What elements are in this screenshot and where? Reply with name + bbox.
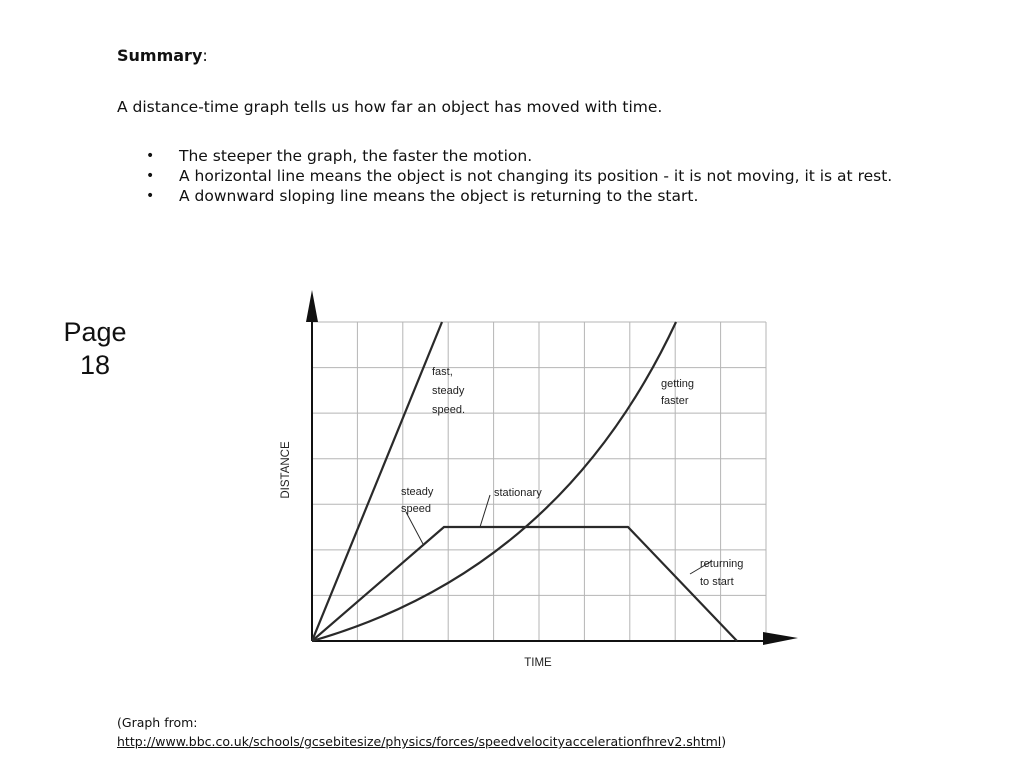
annotation-returning-line2: to start xyxy=(700,576,734,588)
bullet-text: The steeper the graph, the faster the motion. xyxy=(179,147,533,165)
annotation-fast-line3: speed. xyxy=(432,404,466,416)
x-axis-label: TIME xyxy=(524,657,552,669)
source-prefix: (Graph from: xyxy=(117,715,198,730)
annotation-steady-line1: steady xyxy=(401,486,434,498)
graph-grid xyxy=(312,322,766,641)
page-word: Page xyxy=(63,317,127,347)
annotation-fast-line2: steady xyxy=(432,385,465,397)
graph-source xyxy=(117,713,726,751)
stationary-leader xyxy=(480,495,490,527)
bullet-text: A horizontal line means the object is not changing its position - it is not moving, it is at rest. xyxy=(179,167,893,185)
source-url-row xyxy=(117,732,726,751)
annotation-returning-line1: returning xyxy=(700,558,744,570)
fast-steady-speed-line xyxy=(312,322,442,641)
bullet-text: A downward sloping line means the object is returning to the start. xyxy=(179,187,699,205)
annotation-getting-line2: faster xyxy=(661,395,689,407)
graph-axes xyxy=(306,290,798,645)
annotation-leaders xyxy=(406,495,712,574)
page-number: 18 xyxy=(79,350,111,380)
x-axis-arrow-icon xyxy=(763,632,798,645)
annotation-steady-line2: speed xyxy=(401,503,431,515)
steady-stationary-returning-line xyxy=(312,527,737,641)
annotation-fast-line1: fast, xyxy=(432,366,453,378)
steady-speed-leader xyxy=(406,512,423,544)
intro-paragraph: A distance-time graph tells us how far an object has moved with time. xyxy=(117,98,663,116)
summary-heading-text: Summary xyxy=(117,46,203,65)
annotation-getting-line1: getting xyxy=(661,378,695,390)
y-axis-label: DISTANCE xyxy=(280,441,292,499)
source-suffix: ) xyxy=(721,734,727,749)
source-link[interactable]: http://www.bbc.co.uk/schools/gcsebitesize/physics/forces/speedvelocityaccelerationfhrev2.shtml xyxy=(117,734,722,749)
annotation-stationary: stationary xyxy=(494,487,542,499)
y-axis-arrow-icon xyxy=(306,290,318,322)
graph-curves xyxy=(312,322,737,641)
summary-heading-colon: : xyxy=(202,46,208,65)
